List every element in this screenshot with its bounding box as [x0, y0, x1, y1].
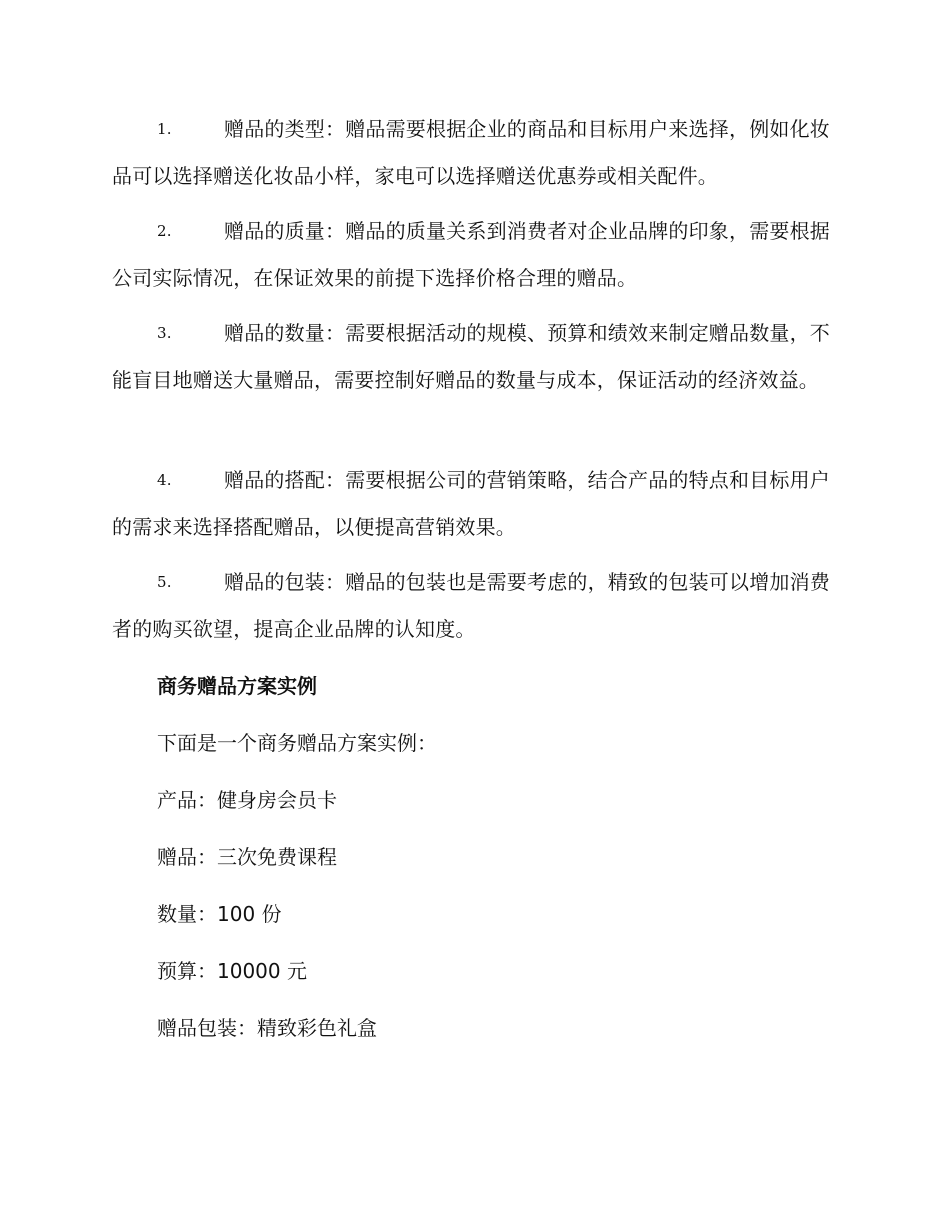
list-number: 1.	[157, 120, 172, 138]
list-number: 2.	[157, 222, 172, 240]
list-text: 赠品的数量：需要根据活动的规模、预算和绩效来制定赠品数量，不能盲目地赠送大量赠品，需要控制好赠品的数量与成本，保证活动的经济效益。	[112, 321, 830, 392]
section-heading: 商务赠品方案实例	[157, 674, 317, 698]
list-item-4	[112, 457, 834, 551]
gift-line: 赠品：三次免费课程	[157, 845, 337, 869]
list-item-5	[112, 559, 834, 653]
list-item-1	[112, 106, 834, 200]
list-text: 赠品的包装：赠品的包装也是需要考虑的，精致的包装可以增加消费者的购买欲望，提高企业品牌的认知度。	[112, 570, 830, 641]
list-number: 3.	[157, 324, 172, 342]
list-text: 赠品的类型：赠品需要根据企业的商品和目标用户来选择，例如化妆品可以选择赠送化妆品小样，家电可以选择赠送优惠券或相关配件。	[112, 117, 830, 188]
list-number: 4.	[157, 471, 172, 489]
list-text: 赠品的搭配：需要根据公司的营销策略，结合产品的特点和目标用户的需求来选择搭配赠品，以便提高营销效果。	[112, 468, 830, 539]
list-number: 5.	[157, 573, 172, 591]
packaging-line: 赠品包装：精致彩色礼盒	[157, 1016, 377, 1040]
budget-line: 预算：10000 元	[157, 959, 307, 983]
quantity-line: 数量：100 份	[157, 902, 282, 926]
list-item-2	[112, 208, 834, 302]
product-line: 产品：健身房会员卡	[157, 788, 337, 812]
list-text: 赠品的质量：赠品的质量关系到消费者对企业品牌的印象，需要根据公司实际情况，在保证效果的前提下选择价格合理的赠品。	[112, 219, 830, 290]
intro-line: 下面是一个商务赠品方案实例：	[157, 731, 437, 755]
list-item-3	[112, 310, 834, 404]
